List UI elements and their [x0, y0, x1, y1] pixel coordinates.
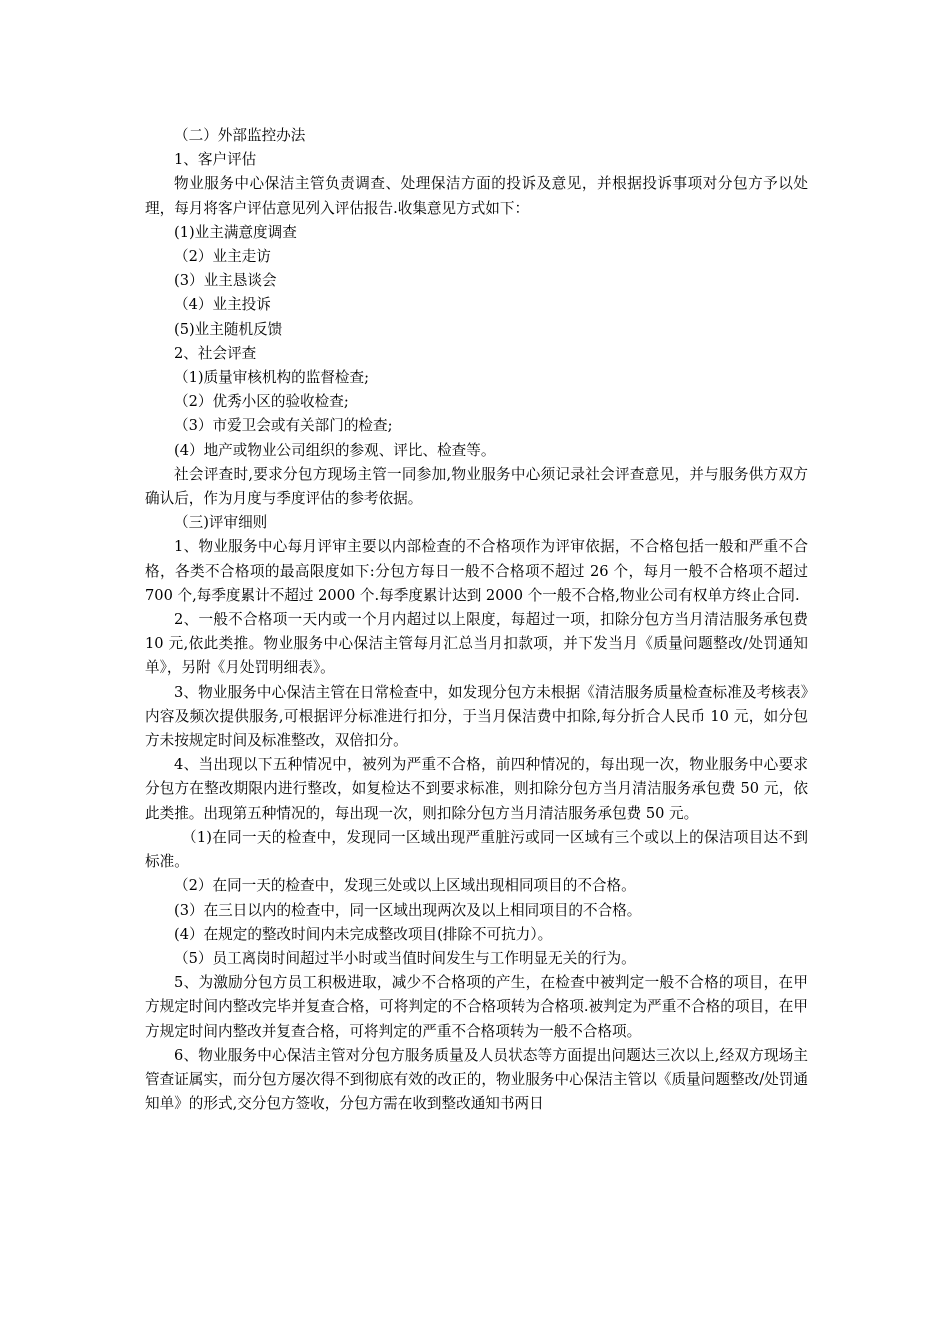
- paragraph: 3、物业服务中心保洁主管在日常检查中，如发现分包方未根据《清洁服务质量检查标准及考核表》内容及频次提供服务,可根据评分标准进行扣分，于当月保洁费中扣除,每分折合人民币 10 元，如分包方未按规定时间及标准整改，双倍扣分。: [145, 683, 808, 750]
- text-line: （1)质量审核机构的监督检查;: [174, 369, 370, 387]
- text-line: （二）外部监控办法: [174, 127, 306, 144]
- paragraph: 1、物业服务中心每月评审主要以内部检查的不合格项作为评审依据，不合格包括一般和严重不合格，各类不合格项的最高限度如下:分包方每日一般不合格项不超过 26 个，每月一般不合格项不超过 700 个,每季度累计不超过 2000 个.每季度累计达到 2000 个一般不合格,物业公司有权单方终止合同.: [145, 538, 808, 604]
- paragraph: 4、当出现以下五种情况中，被列为严重不合格，前四种情况的，每出现一次，物业服务中心要求分包方在整改期限内进行整改，如复检达不到要求标准，则扣除分包方当月清洁服务承包费 50 元，依此类推。出现第五种情况的，每出现一次，则扣除分包方当月清洁服务承包费 50 元。: [145, 756, 808, 822]
- text-line: 2、社会评查: [174, 344, 257, 362]
- text-line: （2）在同一天的检查中，发现三处或以上区域出现相同项目的不合格。: [174, 877, 636, 895]
- text-line: （2）优秀小区的验收检查;: [174, 393, 349, 411]
- text-line: （三)评审细则: [174, 514, 268, 532]
- text-line: （2）业主走访: [174, 248, 271, 266]
- text-line: （5）员工离岗时间超过半小时或当值时间发生与工作明显无关的行为。: [174, 949, 636, 967]
- paragraph: 社会评查时,要求分包方现场主管一同参加,物业服务中心须记录社会评查意见，并与服务供方双方确认后，作为月度与季度评估的参考依据。: [145, 465, 808, 508]
- paragraph: （1)在同一天的检查中，发现同一区域出现严重脏污或同一区域有三个或以上的保洁项目达不到标准。: [145, 828, 808, 871]
- text-line: 1、客户评估: [174, 151, 257, 169]
- text-line: (5)业主随机反馈: [174, 320, 283, 338]
- text-line: (1)业主满意度调查: [174, 223, 297, 241]
- text-line: （3）市爱卫会或有关部门的检查;: [174, 417, 393, 435]
- text-line: (4）在规定的整改时间内未完成整改项目(排除不可抗力）。: [174, 925, 553, 943]
- paragraph: 6、物业服务中心保洁主管对分包方服务质量及人员状态等方面提出问题达三次以上,经双方现场主管查证属实，而分包方屡次得不到彻底有效的改正的，物业服务中心保洁主管以《质量问题整改/处罚通知单》的形式,交分包方签收，分包方需在收到整改通知书两日: [145, 1046, 808, 1113]
- text-line: （4）业主投诉: [174, 296, 271, 314]
- text-line: (3）在三日以内的检查中，同一区域出现两次及以上相同项目的不合格。: [174, 901, 642, 919]
- text-line: (4）地产或物业公司组织的参观、评比、检查等。: [174, 441, 496, 459]
- paragraph: 2、一般不合格项一天内或一个月内超过以上限度，每超过一项，扣除分包方当月清洁服务承包费 10 元,依此类推。物业服务中心保洁主管每月汇总当月扣款项，并下发当月《质量问题整改/处罚通知单》，另附《月处罚明细表》。: [145, 611, 808, 677]
- document-body: [145, 124, 808, 1116]
- text-line: (3）业主恳谈会: [174, 272, 277, 290]
- paragraph: 物业服务中心保洁主管负责调查、处理保洁方面的投诉及意见，并根据投诉事项对分包方予以处理，每月将客户评估意见列入评估报告.收集意见方式如下：: [145, 175, 808, 217]
- paragraph: 5、为激励分包方员工积极进取，减少不合格项的产生，在检查中被判定一般不合格的项目，在甲方规定时间内整改完毕并复查合格，可将判定的不合格项转为合格项.被判定为严重不合格的项目，在甲方规定时间内整改并复查合格，可将判定的严重不合格项转为一般不合格项。: [145, 974, 808, 1040]
